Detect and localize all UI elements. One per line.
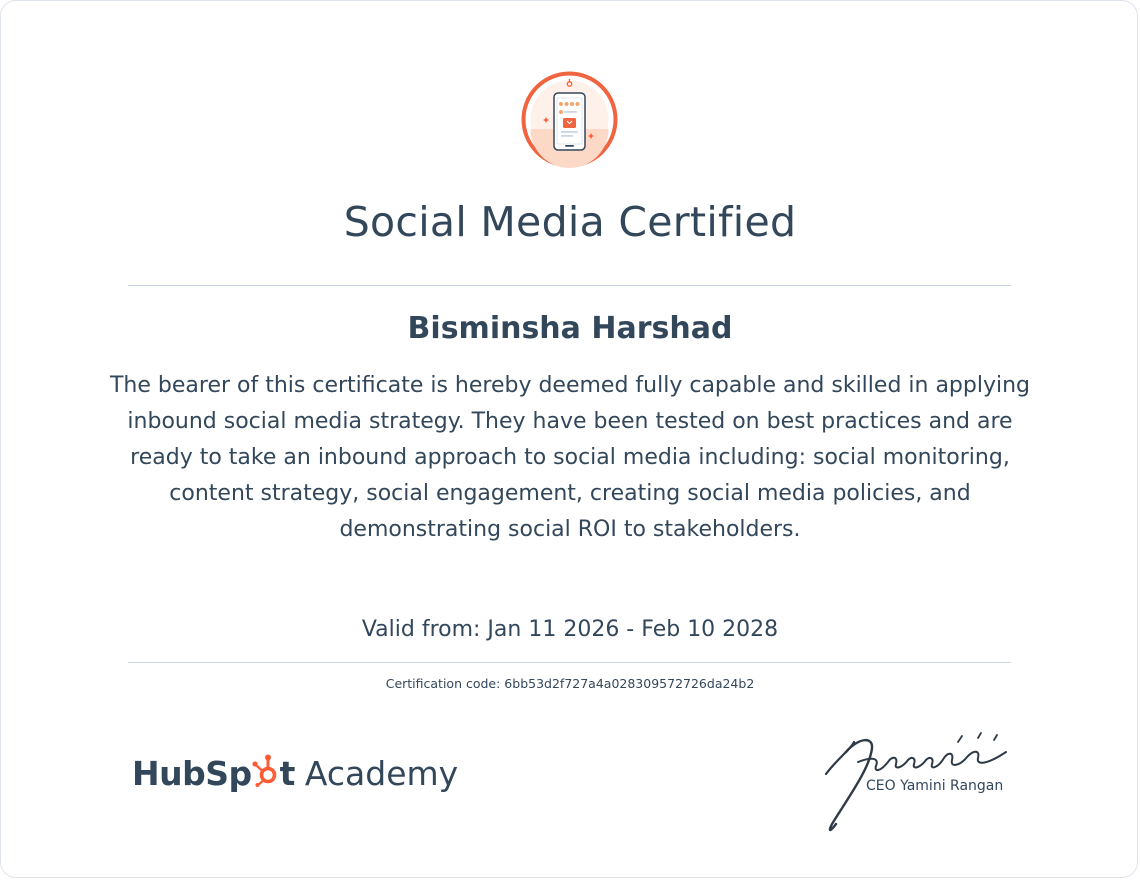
hubspot-sprocket-icon [251, 753, 281, 787]
ceo-name: CEO Yamini Rangan [866, 778, 1004, 794]
certificate-title: Social Media Certified [343, 198, 797, 246]
logo-hub-text: HubSp [132, 753, 252, 793]
bottom-divider [128, 662, 1011, 663]
logo-t-text: t [279, 753, 295, 793]
logo-wordmark [132, 754, 295, 793]
logo-academy-text: Academy [304, 753, 459, 793]
social-media-phone-badge-icon [521, 71, 618, 168]
recipient-name: Bisminsha Harshad [407, 311, 733, 346]
top-divider [128, 285, 1011, 286]
validity-period: Valid from: Jan 11 2026 - Feb 10 2028 [361, 617, 779, 642]
hubspot-academy-logo [132, 748, 458, 798]
certification-code: Certification code: 6bb53d2f727a4a028309572726da24b2 [385, 676, 755, 691]
certificate-description: The bearer of this certificate is hereby deemed fully capable and skilled in applying inbound social media strategy. They have been tested on best practices and are ready to take an inbound approach to social media including: social monitoring, content strategy, social engagement, creating social media policies, and demonstrating social ROI to stakeholders. [109, 373, 1031, 542]
